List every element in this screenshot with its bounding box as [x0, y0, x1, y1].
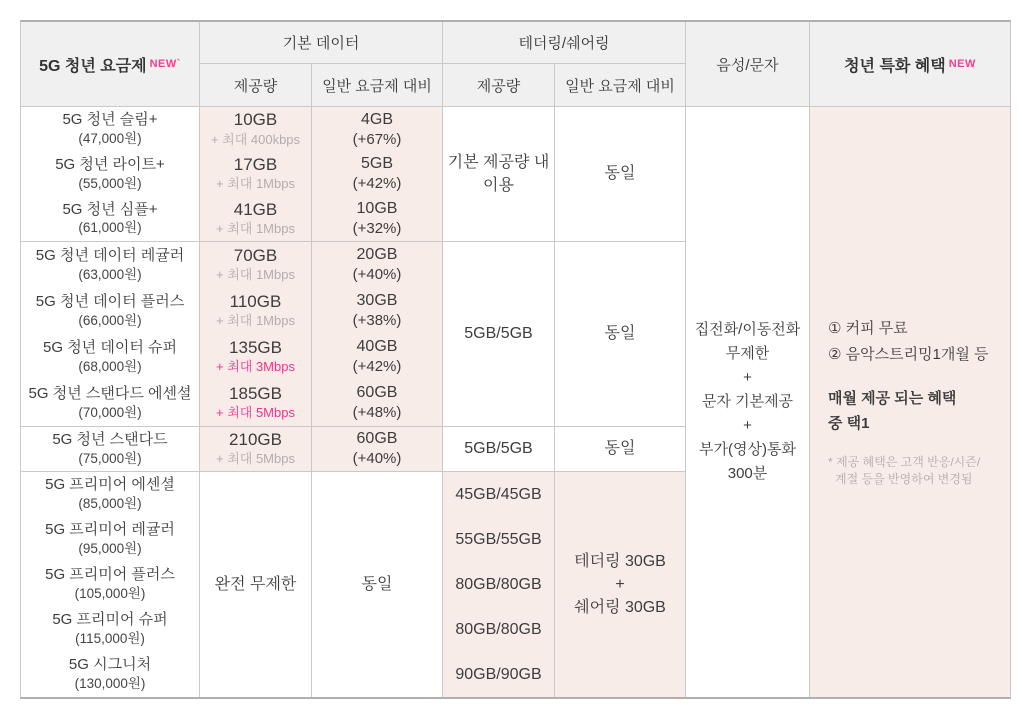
- tether-amount: 45GB/45GB: [455, 485, 542, 503]
- plan-name: 5G 청년 심플+: [62, 200, 158, 218]
- voice-text-cell: [686, 107, 810, 697]
- vs-percent: (+48%): [352, 404, 402, 422]
- tether-vs-line: 테더링 30GB: [574, 552, 666, 570]
- plan-standard-essential: [21, 380, 199, 426]
- tether-text-line: 이용: [483, 177, 514, 194]
- data-amount: 17GB: [233, 155, 278, 175]
- data-speed-note: + 최대 400kbps: [210, 131, 301, 147]
- group3-plan-names: [21, 427, 200, 472]
- header-basic-data: [200, 22, 443, 64]
- voice-line: 무제한: [725, 345, 770, 362]
- group4-tether-vs: [555, 472, 686, 697]
- data-amount: 10GB: [233, 110, 278, 130]
- group1-plan-names: [21, 107, 200, 242]
- plan-name: 5G 프리미어 플러스: [45, 566, 175, 584]
- vs-percent: (+38%): [352, 312, 402, 330]
- plan-slim: [21, 107, 199, 152]
- vs-text: 동일: [361, 575, 393, 593]
- plan-premier-super: [21, 607, 199, 652]
- plan-price: (115,000원): [75, 631, 145, 647]
- plan-price: (130,000원): [74, 676, 146, 692]
- plan-data-plus: [21, 288, 199, 334]
- vs-percent: (+42%): [352, 358, 402, 376]
- data-block: [200, 107, 311, 152]
- plan-column-title-text: 5G 청년 요금제: [39, 57, 147, 75]
- plan-signature: [21, 652, 199, 697]
- plan-name: 5G 청년 라이트+: [55, 155, 165, 173]
- tether-amount: 5GB/5GB: [464, 325, 533, 343]
- header-voice: [686, 22, 810, 107]
- group4-plan-names: [21, 472, 200, 697]
- tether-amount: 5GB/5GB: [464, 440, 533, 458]
- plan-price: (75,000원): [78, 450, 142, 466]
- subheader-tether-amount: [443, 64, 555, 107]
- benefit-item-music: ② 음악스트리밍1개월 등: [828, 346, 989, 363]
- group3-tether-amount: [443, 427, 555, 472]
- data-speed-note-highlight: + 최대 5Mbps: [216, 405, 295, 421]
- plus-sign: +: [615, 575, 625, 593]
- tether-amount: 80GB/80GB: [455, 620, 542, 638]
- plan-price: (95,000원): [78, 541, 142, 557]
- data-block: [200, 427, 311, 471]
- benefit-item-coffee: ① 커피 무료: [828, 320, 908, 337]
- vs-percent: (+40%): [352, 450, 402, 468]
- vs-block: [312, 107, 442, 152]
- data-block: [200, 242, 311, 288]
- tether-vs-line: 쉐어링 30GB: [574, 599, 666, 617]
- data-speed-note: + 최대 1Mbps: [216, 221, 295, 237]
- plan-price: (47,000원): [78, 130, 142, 146]
- vs-amount: 4GB: [360, 110, 393, 128]
- vs-amount: 30GB: [356, 292, 398, 310]
- vs-percent: (+42%): [352, 175, 402, 193]
- plus-sign: +: [743, 369, 752, 386]
- plan-name: 5G 청년 데이터 슈퍼: [43, 338, 177, 356]
- vs-block: [312, 288, 442, 334]
- unlimited-text: 완전 무제한: [214, 575, 297, 593]
- data-amount: 41GB: [233, 199, 278, 219]
- subheader-label: 제공량: [233, 77, 278, 95]
- data-speed-note-highlight: + 최대 3Mbps: [216, 359, 295, 375]
- plan-data-super: [21, 334, 199, 380]
- vs-block: [312, 380, 442, 426]
- voice-title: 음성/문자: [716, 56, 779, 74]
- data-speed-note: + 최대 5Mbps: [216, 451, 295, 467]
- benefit-footnote: * 제공 혜택은 고객 반응/시즌/: [828, 455, 981, 469]
- plan-name: 5G 프리미어 레귤러: [45, 521, 175, 539]
- group1-tether-vs: [555, 107, 686, 242]
- benefit-title: [844, 53, 976, 76]
- group1-data-amounts: [200, 107, 312, 242]
- vs-percent: (+32%): [352, 219, 402, 237]
- benefit-select-line: 중 택1: [828, 415, 870, 432]
- plan-premier-plus: [21, 562, 199, 607]
- group2-data-amounts: [200, 242, 312, 427]
- tether-text-line: 기본 제공량 내: [447, 153, 550, 171]
- vs-amount: 40GB: [356, 338, 398, 356]
- tether-amount: 55GB/55GB: [455, 530, 542, 548]
- vs-amount: 20GB: [356, 246, 398, 264]
- plan-data-regular: [21, 242, 199, 288]
- data-speed-note: + 최대 1Mbps: [216, 176, 295, 192]
- data-amount: 185GB: [229, 384, 282, 404]
- plan-premier-regular: [21, 517, 199, 562]
- vs-block: [312, 427, 442, 471]
- tether-amount: 90GB/90GB: [455, 665, 542, 683]
- plan-price: (55,000원): [78, 175, 142, 191]
- vs-percent: (+67%): [352, 130, 402, 148]
- basic-data-title: 기본 데이터: [282, 35, 360, 52]
- group2-tether-amount: [443, 242, 555, 427]
- new-badge: NEW: [948, 57, 976, 70]
- data-speed-note: + 최대 1Mbps: [216, 267, 295, 283]
- subheader-basic-amount: [200, 64, 312, 107]
- subheader-basic-vs: [312, 64, 443, 107]
- vs-block: [312, 242, 442, 288]
- tether-amount: 80GB/80GB: [455, 575, 542, 593]
- vs-amount: 5GB: [360, 155, 393, 173]
- plan-name: 5G 청년 스탠다드 에센셜: [28, 384, 192, 402]
- group3-tether-vs: [555, 427, 686, 472]
- subheader-label: 제공량: [476, 77, 521, 95]
- group2-vs-amounts: [312, 242, 443, 427]
- plan-price: (66,000원): [78, 312, 142, 328]
- voice-line: 문자 기본제공: [701, 393, 794, 410]
- group1-vs-amounts: [312, 107, 443, 242]
- data-block: [200, 288, 311, 334]
- group4-tether-amounts: [443, 472, 555, 697]
- benefit-footnote: 계절 등을 반영하여 변경됨: [835, 472, 973, 486]
- plan-price: (61,000원): [78, 220, 142, 236]
- header-plan-column: [21, 22, 200, 107]
- vs-amount: 60GB: [356, 430, 398, 448]
- plan-price: (68,000원): [78, 358, 142, 374]
- data-block: [200, 196, 311, 241]
- plan-price: (105,000원): [74, 586, 146, 602]
- vs-percent: (+40%): [352, 266, 402, 284]
- plan-name: 5G 시그니처: [68, 656, 152, 674]
- vs-block: [312, 152, 442, 197]
- voice-line: 300분: [727, 465, 768, 482]
- tethering-title: 테더링/쉐어링: [518, 35, 610, 52]
- plan-name: 5G 프리미어 슈퍼: [52, 611, 168, 629]
- subheader-label: 일반 요금제 대비: [322, 77, 432, 95]
- group3-data-amounts: [200, 427, 312, 472]
- tether-vs-text: 동일: [604, 325, 636, 343]
- plan-name: 5G 청년 데이터 플러스: [35, 292, 185, 310]
- voice-line: 부가(영상)통화: [699, 441, 796, 458]
- data-block: [200, 380, 311, 426]
- data-amount: 70GB: [233, 246, 278, 266]
- plan-price: (85,000원): [78, 496, 142, 512]
- plan-light: [21, 152, 199, 197]
- tether-vs-text: 동일: [604, 440, 636, 458]
- vs-block: [312, 196, 442, 241]
- subheader-tether-vs: [555, 64, 686, 107]
- plan-standard: [21, 427, 199, 471]
- plan-price: (70,000원): [78, 404, 142, 420]
- data-speed-note: + 최대 1Mbps: [216, 313, 295, 329]
- benefit-title-text: 청년 특화 혜택: [844, 57, 946, 75]
- subheader-label: 일반 요금제 대비: [565, 77, 675, 95]
- plan-column-title: [39, 53, 181, 76]
- group4-data-amount: [200, 472, 312, 697]
- plan-name: 5G 청년 스탠다드: [52, 430, 168, 448]
- plan-premier-essential: [21, 472, 199, 517]
- plan-price: (63,000원): [78, 266, 142, 282]
- vs-block: [312, 334, 442, 380]
- header-benefit: [810, 22, 1010, 107]
- data-block: [200, 334, 311, 380]
- data-amount: 135GB: [229, 338, 282, 358]
- vs-amount: 10GB: [356, 199, 398, 217]
- group2-tether-vs: [555, 242, 686, 427]
- data-amount: 210GB: [229, 430, 282, 450]
- plan-comparison-table: [20, 20, 1011, 699]
- data-amount: 110GB: [229, 292, 282, 312]
- plan-name: 5G 프리미어 에센셜: [45, 476, 175, 494]
- new-badge: NEW`: [149, 57, 181, 70]
- plan-name: 5G 청년 데이터 레귤러: [35, 246, 185, 264]
- group2-plan-names: [21, 242, 200, 427]
- benefit-cell: [810, 107, 1010, 697]
- plus-sign: +: [743, 417, 752, 434]
- voice-line: 집전화/이동전화: [694, 321, 801, 338]
- plan-simple: [21, 196, 199, 241]
- plan-name: 5G 청년 슬림+: [62, 111, 158, 129]
- data-block: [200, 152, 311, 197]
- group3-vs-amounts: [312, 427, 443, 472]
- group4-vs: [312, 472, 443, 697]
- header-tethering: [443, 22, 686, 64]
- tether-vs-text: 동일: [604, 165, 636, 183]
- vs-amount: 60GB: [356, 384, 398, 402]
- benefit-select-line: 매월 제공 되는 혜택: [828, 390, 957, 407]
- group1-tether-amount: [443, 107, 555, 242]
